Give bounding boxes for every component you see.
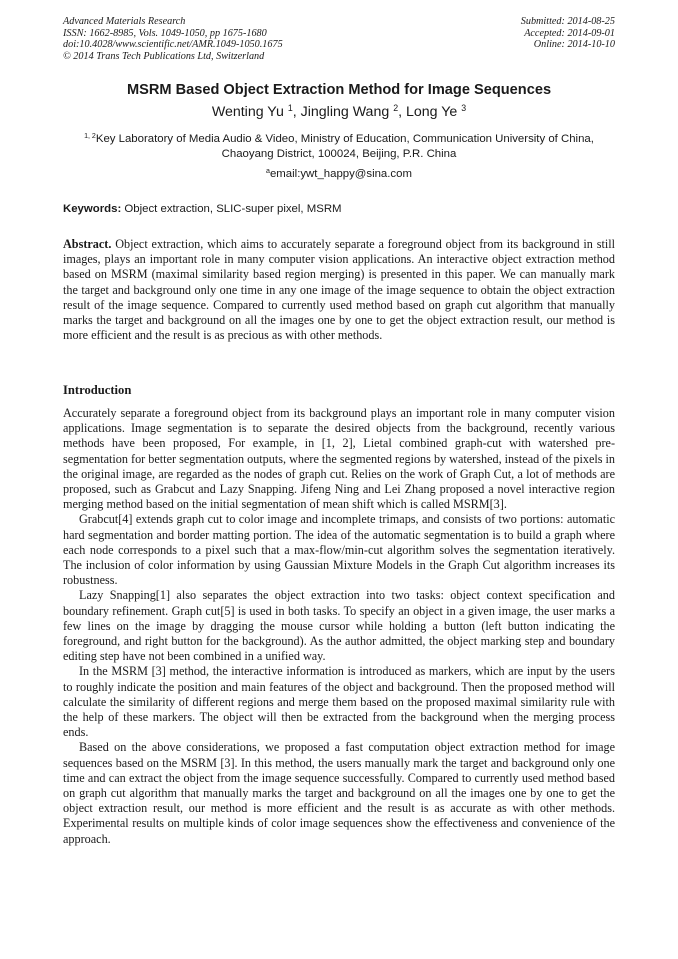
introduction-body	[63, 406, 615, 847]
abstract	[63, 237, 615, 343]
body-paragraph: Grabcut[4] extends graph cut to color image and incomplete trimaps, and consists of two portions: automatic hard segmentation and border matting portion. The idea of the automatic segmentation is to build a graph where each node corresponds to a pixel such that a max-flow/min-cut algorithm solves the segmentation iteratively. The inclusion of color information by using Gaussian Mixture Models in the Graph Cut algorithm increases its robustness.	[63, 512, 615, 588]
author-list	[40, 102, 638, 122]
affiliation-mark: 1, 2	[84, 133, 96, 141]
affiliation	[63, 132, 615, 161]
author-affiliation-mark: 2	[393, 103, 399, 114]
author-separator: ,	[398, 104, 403, 120]
affiliation-text: Key Laboratory of Media Audio & Video, Ministry of Education, Communication University of China, Chaoyang District, 100024, Beijing, P.R. China	[95, 133, 594, 160]
date-accepted: Accepted: 2014-09-01	[524, 27, 615, 39]
abstract-text: Object extraction, which aims to accurately separate a foreground object from its background in still images, plays an important role in many computer vision applications. An interactive object extraction method based on MSRM (maximal similarity based region merging) is presented in this paper. We can manually mark the target and background only one time in any one image of the image sequence to obtain the object extraction result of the image sequence. Compared to currently used method based on graph cut algorithm that manually marks the target and background on all the images one by one to get the object extraction result, our method is more efficient and the result is as precious as with other methods.	[63, 237, 616, 343]
abstract-label: Abstract.	[63, 237, 112, 251]
author-name: Long Ye	[406, 104, 458, 120]
keywords	[63, 202, 615, 216]
journal-issn: ISSN: 1662-8985, Vols. 1049-1050, pp 1675-1680	[63, 27, 267, 39]
keywords-label: Keywords:	[63, 203, 122, 215]
body-paragraph: Lazy Snapping[1] also separates the object extraction into two tasks: object context specification and boundary refinement. Graph cut[5] is used in both tasks. To specify an object in a given image, the user marks a few lines on the image by dragging the mouse cursor while holding a button (left button indicating the foreground, and right button for the background). As the author admitted, the object marking step and boundary editing step have not been combined in a unified way.	[63, 588, 615, 664]
journal-header-left	[63, 16, 393, 62]
email-mark: a	[266, 168, 270, 176]
journal-doi: doi:10.4028/www.scientific.net/AMR.1049-1050.1675	[63, 39, 283, 51]
paper-title: MSRM Based Object Extraction Method for Image Sequences	[126, 82, 552, 98]
date-submitted: Submitted: 2014-08-25	[520, 16, 615, 27]
author-separator: ,	[292, 104, 297, 120]
journal-copyright: © 2014 Trans Tech Publications Ltd, Switzerland	[63, 50, 265, 62]
body-paragraph: Based on the above considerations, we proposed a fast computation object extraction method for image sequences based on the MSRM [3]. In this method, the users manually mark the target and background only one time and can extract the object from the image sequence successfully. Compared to currently used method based on graph cut algorithm that manually marks the target and background on all the images one by one to get the object extraction result, our method is more efficient and the result is as accurate as with other methods. Experimental results on multiple kinds of color image sequences show the effectiveness and convenience of the approach.	[63, 740, 615, 846]
author-affiliation-mark: 3	[461, 103, 467, 114]
date-online: Online: 2014-10-10	[533, 39, 615, 51]
keywords-text: Object extraction, SLIC-super pixel, MSRM	[124, 203, 342, 215]
body-paragraph: In the MSRM [3] method, the interactive information is introduced as markers, which are input by the users to roughly indicate the position and main features of the object and background. Then the proposed method will calculate the similarity of different regions and merge them based on the proposed maximal similarity rule with the help of these markers. The object will then be extracted from the background when the merging process ends.	[63, 664, 615, 740]
journal-header-right	[415, 16, 615, 51]
author-email	[63, 167, 615, 181]
body-paragraph: Accurately separate a foreground object from its background plays an important role in many computer vision applications. Image segmentation is to separate the desired objects from the background, recently various methods have been proposed, For example, in [1, 2], Lietal combined graph-cut with watershed pre-segmentation for better segmentation outputs, where the segmented regions by watershed, instead of the pixels in the original image, are regarded as the nodes of graph cut. Relies on the work of Graph Cut, a lot of methods are proposed, such as Grabcut and Lazy Snapping. Jifeng Ning and Lei Zhang proposed a novel interactive region merging method based on the initial segmentation of mean shift which is called MSRM[3].	[63, 406, 616, 512]
email-text: email:ywt_happy@sina.com	[269, 168, 412, 180]
author-name: Wenting Yu	[211, 104, 284, 120]
section-heading-introduction: Introduction	[63, 383, 132, 397]
journal-name: Advanced Materials Research	[63, 16, 186, 27]
author-affiliation-mark: 1	[287, 103, 293, 114]
author-name: Jingling Wang	[300, 104, 390, 120]
